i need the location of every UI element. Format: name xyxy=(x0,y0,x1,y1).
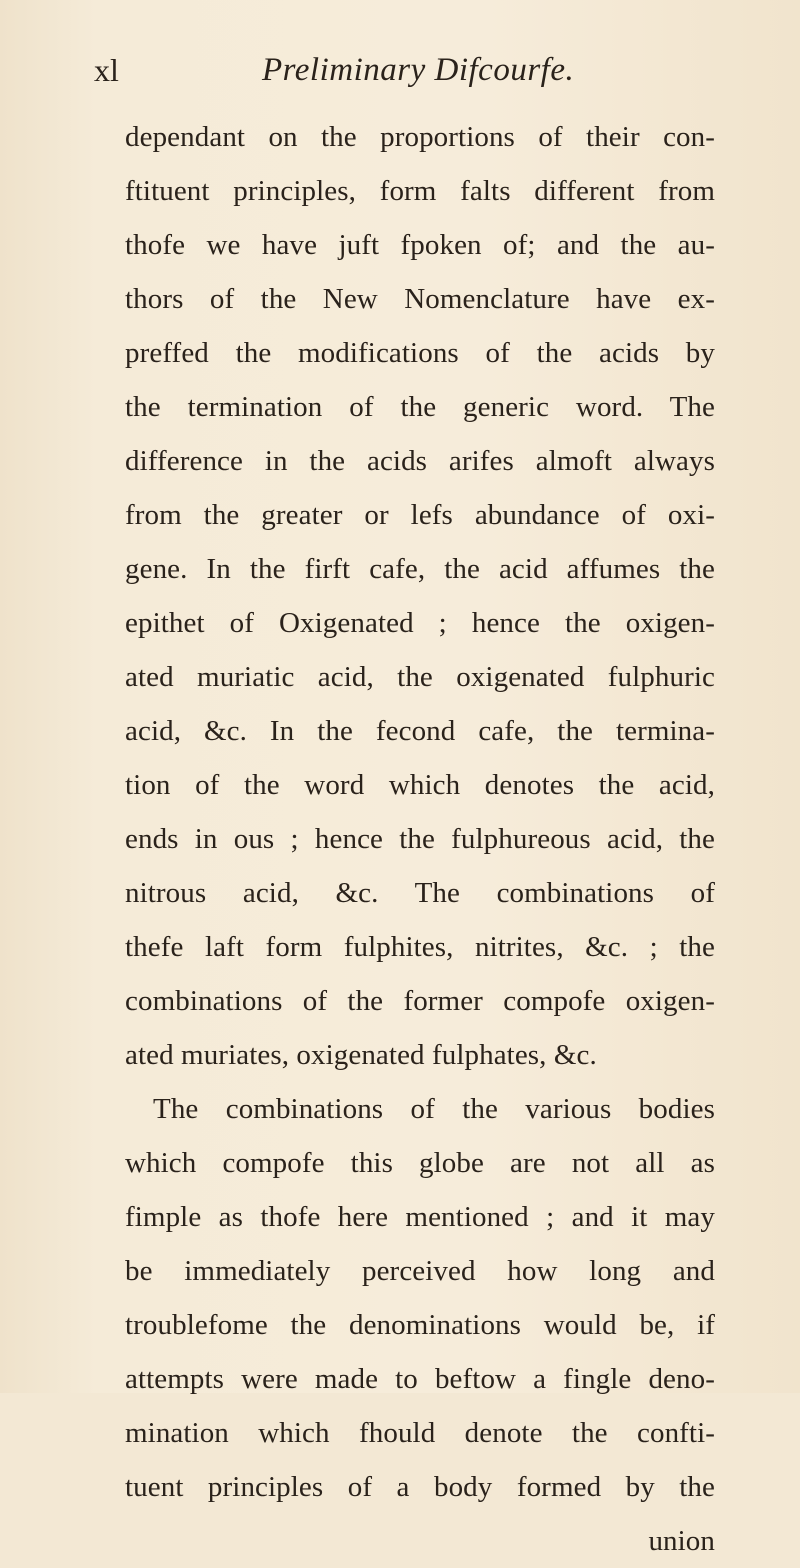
text-line: gene. In the firft cafe, the acid affumes the xyxy=(125,553,715,585)
page-number: xl xyxy=(94,52,119,88)
text-line: thors of the New Nomenclature have ex- xyxy=(125,283,715,315)
text-line: the termination of the generic word. The xyxy=(125,391,715,423)
text-line: ated muriates, oxigenated fulphates, &c. xyxy=(125,1039,597,1071)
text-line: troublefome the denominations would be, if xyxy=(125,1309,715,1341)
text-line: be immediately perceived how long and xyxy=(125,1255,715,1287)
text-line: ated muriatic acid, the oxigenated fulphuric xyxy=(125,661,715,693)
page-header xyxy=(94,52,734,102)
running-title: Preliminary Difcourfe. xyxy=(262,52,575,88)
text-line: mination which fhould denote the confti- xyxy=(125,1417,715,1449)
text-line: tuent principles of a body formed by the xyxy=(125,1471,715,1503)
text-line: preffed the modifications of the acids by xyxy=(125,337,715,369)
text-line: thefe laft form fulphites, nitrites, &c. ; the xyxy=(125,931,715,963)
text-line: thofe we have juft fpoken of; and the au- xyxy=(125,229,715,261)
text-line: tion of the word which denotes the acid, xyxy=(125,769,715,801)
text-line: which compofe this globe are not all as xyxy=(125,1147,715,1179)
body-text xyxy=(125,110,715,1568)
text-line: combinations of the former compofe oxigen- xyxy=(125,985,715,1017)
text-line: attempts were made to beftow a fingle deno- xyxy=(125,1363,715,1395)
text-line: fimple as thofe here mentioned ; and it may xyxy=(125,1201,715,1233)
text-line: ftituent principles, form falts different from xyxy=(125,175,715,207)
text-line: from the greater or lefs abundance of oxi- xyxy=(125,499,715,531)
text-line: dependant on the proportions of their con- xyxy=(125,121,715,153)
text-line: difference in the acids arifes almoft always xyxy=(125,445,715,477)
text-line: The combinations of the various bodies xyxy=(153,1093,715,1125)
text-line: acid, &c. In the fecond cafe, the termina- xyxy=(125,715,715,747)
text-line: ends in ous ; hence the fulphureous acid, the xyxy=(125,823,715,855)
text-line: nitrous acid, &c. The combinations of xyxy=(125,877,715,909)
catchword: union xyxy=(648,1525,715,1557)
text-line: epithet of Oxigenated ; hence the oxigen- xyxy=(125,607,715,639)
